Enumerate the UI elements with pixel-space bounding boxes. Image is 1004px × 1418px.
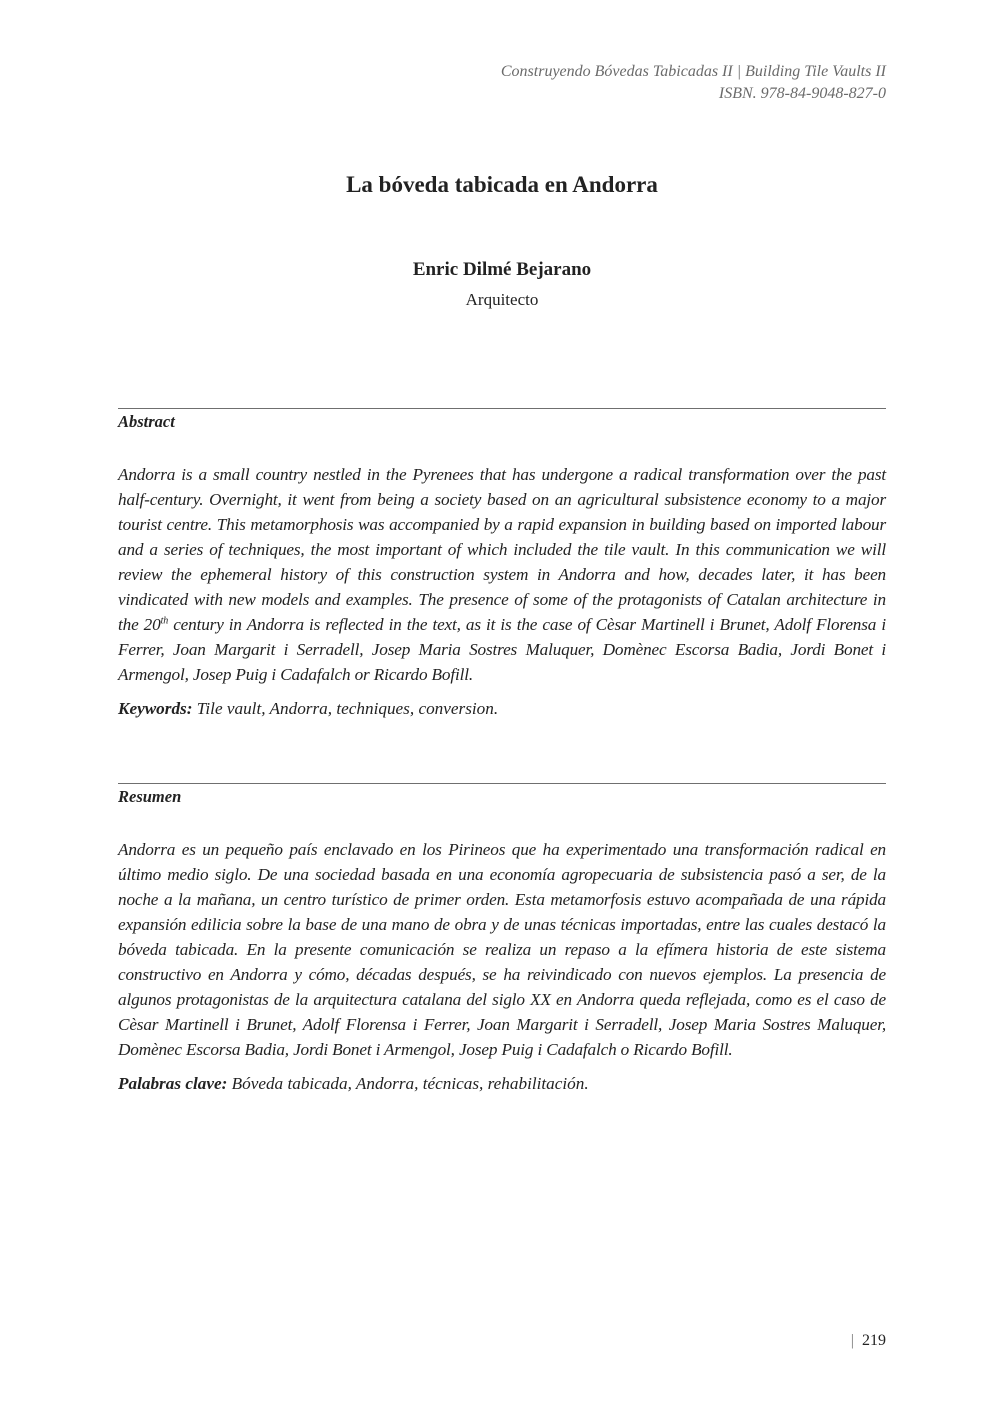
resumen-section	[118, 783, 886, 1096]
keywords-label: Keywords:	[118, 699, 193, 718]
abstract-keywords	[118, 696, 886, 721]
running-head-book-title: Construyendo Bóvedas Tabicadas II | Building Tile Vaults II	[500, 63, 886, 80]
running-head	[501, 61, 886, 105]
abstract-text	[118, 462, 886, 687]
resumen-heading: Resumen	[118, 787, 182, 806]
resumen-text: Andorra es un pequeño país enclavado en los Pirineos que ha experimentado una transformación radical en último medio siglo. De una sociedad basada en una economía agropecuaria de subsistencia pasó a ser, de la noche a la mañana, un centro turístico de primer orden. Esta metamorfosis estuvo acompañada de una rápida expansión edilicia sobre la base de una mano de obra y de unas técnicas importadas, entre las cuales destacó la bóveda tabicada. En la presente comunicación se realiza un repaso a la efímera historia de este sistema constructivo en Andorra y cómo, décadas después, se ha reivindicado con nuevos ejemplos. La presencia de algunos protagonistas de la arquitectura catalana del siglo XX en Andorra queda reflejada, como es el caso de Cèsar Martinell i Brunet, Adolf Florensa i Ferrer, Joan Margarit i Serradell, Josep Maria Sostres Maluquer, Domènec Escorsa Badia, Jordi Bonet i Armengol, Josep Puig i Cadafalch o Ricardo Bofill.	[118, 840, 886, 1059]
palabras-clave-label: Palabras clave:	[118, 1074, 228, 1093]
abstract-text-part1: Andorra is a small country nestled in the Pyrenees that has undergone a radical transformation over the past half-century. Overnight, it went from being a society based on an agricultural subsistence economy to a major tourist centre. This metamorphosis was accompanied by a rapid expansion in building based on imported labour and a series of techniques, the most important of which included the tile vault. In this communication we will review the ephemeral history of this construction system in Andorra and how, decades later, it has been vindicated with new models and examples. The presence of some of the protagonists of Catalan architecture in the 20	[118, 465, 886, 634]
abstract-divider	[118, 408, 886, 409]
author-name: Enric Dilmé Bejarano	[412, 259, 592, 280]
resumen-keywords	[118, 1071, 886, 1096]
page-footer	[851, 1332, 886, 1350]
page-number: 219	[862, 1332, 886, 1349]
abstract-section	[118, 408, 886, 721]
palabras-clave-list: Bóveda tabicada, Andorra, técnicas, rehabilitación.	[227, 1074, 589, 1093]
abstract-heading: Abstract	[118, 412, 175, 431]
abstract-text-part2: century in Andorra is reflected in the text, as it is the case of Cèsar Martinell i Brunet, Adolf Florensa i Ferrer, Joan Margarit i Serradell, Josep Maria Sostres Maluquer, Domènec Escorsa Badia, Jordi Bonet i Armengol, Josep Puig i Cadafalch or Ricardo Bofill.	[118, 615, 886, 684]
ordinal-superscript: th	[160, 615, 169, 627]
keywords-list: Tile vault, Andorra, techniques, conversion.	[192, 699, 499, 718]
running-head-isbn: ISBN. 978-84-9048-827-0	[718, 85, 886, 102]
resumen-divider	[118, 783, 886, 784]
paper-title: La bóveda tabicada en Andorra	[346, 172, 658, 197]
author-affiliation: Arquitecto	[465, 290, 539, 309]
page-number-separator: |	[850, 1332, 854, 1349]
